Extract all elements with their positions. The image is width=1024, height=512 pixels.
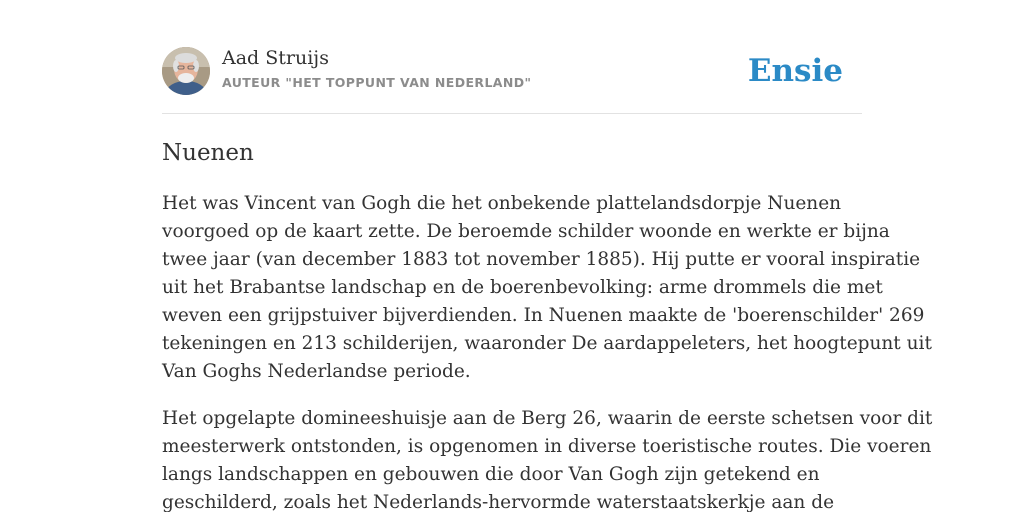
paragraph-line: geschilderd, zoals het Nederlands-hervormde waterstaatskerkje aan de bbox=[162, 492, 835, 512]
paragraph-line: uit het Brabantse landschap en de boerenbevolking: arme drommels die met bbox=[162, 277, 883, 298]
author-portrait-icon bbox=[162, 47, 210, 95]
paragraph-line: weven een grijpstuiver bijverdienden. In Nuenen maakte de 'boerenschilder' 269 bbox=[162, 305, 925, 326]
ensie-logo[interactable]: Ensie bbox=[747, 53, 843, 89]
paragraph-line: voorgoed op de kaart zette. De beroemde schilder woonde en werkte er bijna bbox=[162, 221, 890, 242]
paragraph-line: Het was Vincent van Gogh die het onbekende plattelandsdorpje Nuenen bbox=[162, 193, 842, 214]
paragraph-line: Het opgelapte domineeshuisje aan de Berg 26, waarin de eerste schetsen voor dit bbox=[162, 408, 933, 429]
author-tagline: AUTEUR "HET TOPPUNT VAN NEDERLAND" bbox=[222, 75, 532, 90]
paragraph bbox=[162, 190, 932, 386]
author-header bbox=[162, 46, 862, 96]
article-body bbox=[162, 190, 933, 512]
paragraph-line: langs landschappen en gebouwen die door Van Gogh zijn getekend en bbox=[162, 464, 820, 485]
author-name[interactable]: Aad Struijs bbox=[222, 47, 329, 69]
paragraph-line: twee jaar (van december 1883 tot november 1885). Hij putte er vooral inspiratie bbox=[162, 249, 921, 270]
paragraph-line: Van Goghs Nederlandse periode. bbox=[162, 361, 471, 382]
paragraph-line: tekeningen en 213 schilderijen, waaronder De aardappeleters, het hoogtepunt uit bbox=[162, 333, 932, 354]
header-divider bbox=[162, 113, 862, 114]
paragraph-line: meesterwerk ontstonden, is opgenomen in diverse toeristische routes. Die voeren bbox=[162, 436, 932, 457]
avatar[interactable] bbox=[162, 47, 210, 95]
paragraph bbox=[162, 405, 933, 512]
article-title: Nuenen bbox=[162, 140, 254, 166]
